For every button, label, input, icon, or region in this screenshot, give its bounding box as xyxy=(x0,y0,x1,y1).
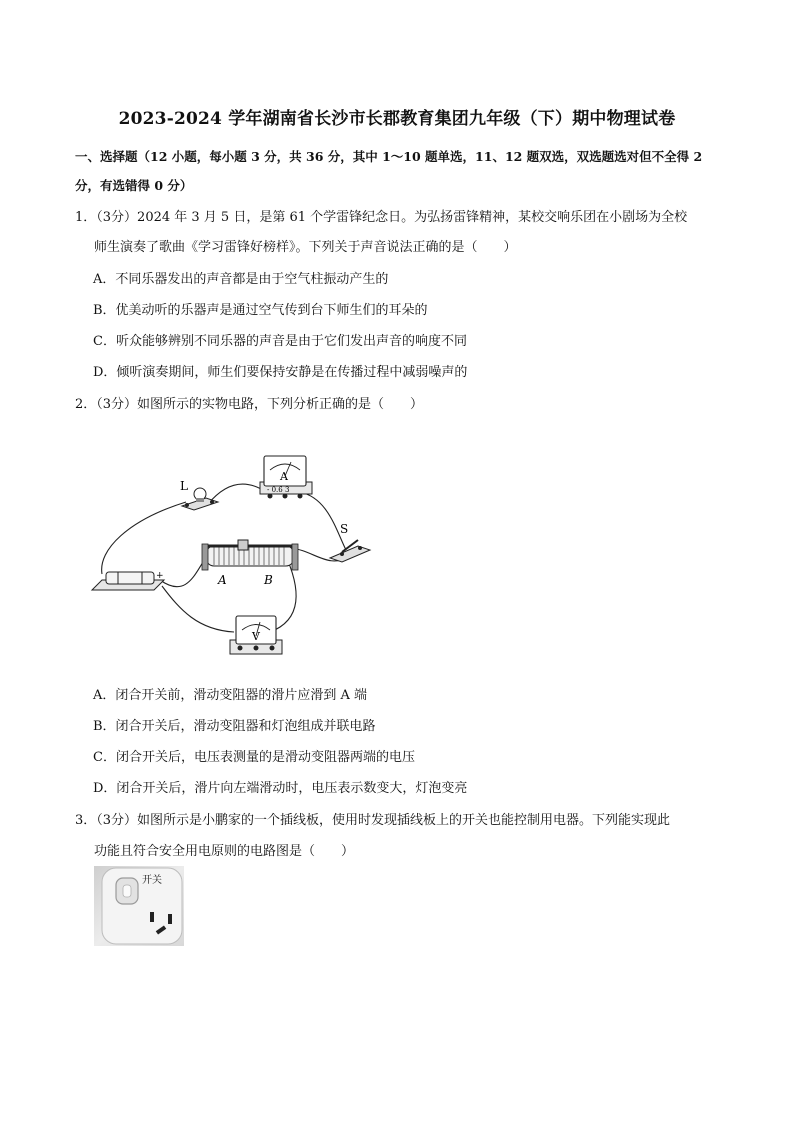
battery xyxy=(92,571,164,590)
switch-label: S xyxy=(340,522,349,536)
q1-option-d: D．倾听演奏期间，师生们要保持安静是在传播过程中减弱噪声的 xyxy=(93,365,468,380)
circuit-figure xyxy=(88,440,388,672)
q1-stem-line1: 1．（3分）2024 年 3 月 5 日，是第 61 个学雷锋纪念日。为弘扬雷锋精神，某校交响乐团在小剧场为全校 xyxy=(75,210,688,225)
lamp xyxy=(180,479,218,510)
q2-option-c: C．闭合开关后，电压表测量的是滑动变阻器两端的电压 xyxy=(93,750,415,765)
rheostat-a-label: A xyxy=(218,573,227,587)
section-heading: 一、选择题（12 小题，每小题 3 分，共 36 分，其中 1～10 题单选，11、12 题双选，双选题选对但不全得 2 分，有选错得 0 分） xyxy=(75,149,703,193)
ammeter-label: A xyxy=(280,470,288,483)
q2-stem: 2．（3分）如图所示的实物电路，下列分析正确的是（ ） xyxy=(75,397,424,412)
q2-option-b: B．闭合开关后，滑动变阻器和灯泡组成并联电路 xyxy=(93,719,376,734)
lamp-label: L xyxy=(180,479,188,493)
voltmeter xyxy=(230,616,282,654)
q2-option-d: D．闭合开关后，滑片向左端滑动时，电压表示数变大，灯泡变亮 xyxy=(93,781,468,796)
q3-stem-line2: 功能且符合安全用电原则的电路图是（ ） xyxy=(94,844,355,859)
ammeter-terminals: - 0.6 3 xyxy=(267,486,290,494)
power-strip-photo xyxy=(94,866,184,946)
q1-stem-line2: 师生演奏了歌曲《学习雷锋好榜样》。下列关于声音说法正确的是（ ） xyxy=(94,240,517,255)
rheostat-b-label: B xyxy=(264,573,273,587)
q1-option-a: A．不同乐器发出的声音都是由于空气柱振动产生的 xyxy=(93,272,389,287)
strip-switch-label: 开关 xyxy=(142,875,162,886)
q1-option-c: C．听众能够辨别不同乐器的声音是由于它们发出声音的响度不同 xyxy=(93,334,467,349)
voltmeter-label: V xyxy=(252,630,260,643)
rheostat xyxy=(202,540,298,587)
page-title: 2023-2024 学年湖南省长沙市长郡教育集团九年级（下）期中物理试卷 xyxy=(118,109,676,129)
q3-stem-line1: 3．（3分）如图所示是小鹏家的一个插线板，使用时发现插线板上的开关也能控制用电器。下列能实现此 xyxy=(75,813,671,828)
battery-plus-label: + xyxy=(156,571,164,581)
q1-option-b: B．优美动听的乐器声是通过空气传到台下师生们的耳朵的 xyxy=(93,303,428,318)
ammeter xyxy=(260,456,312,499)
q2-option-a: A．闭合开关前，滑动变阻器的滑片应滑到 A 端 xyxy=(93,688,368,703)
